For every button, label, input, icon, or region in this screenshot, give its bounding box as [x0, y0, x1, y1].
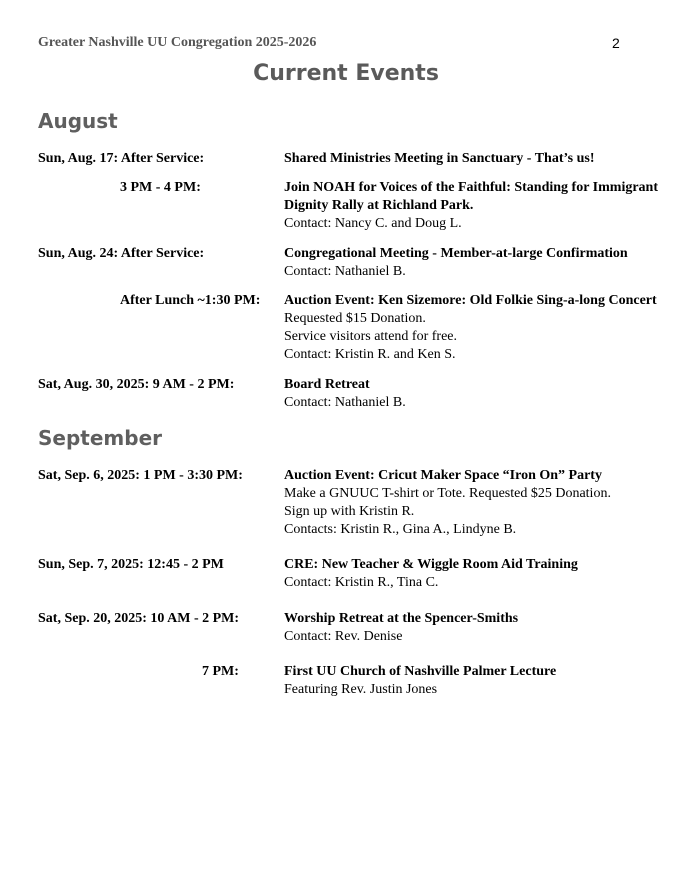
event-description: [284, 150, 664, 168]
event-title: Worship Retreat at the Spencer-Smiths: [284, 611, 519, 626]
event-title: Congregational Meeting - Member-at-large Confirmation: [284, 246, 628, 261]
event-when: Sat, Aug. 30, 2025: 9 AM - 2 PM:: [38, 377, 235, 392]
event-description: [284, 179, 664, 233]
event-when: Sat, Sep. 6, 2025: 1 PM - 3:30 PM:: [38, 468, 243, 483]
event-detail: Contact: Nathaniel B.: [284, 395, 406, 410]
event-when: Sun, Aug. 17: After Service:: [38, 151, 205, 166]
document-header-org: Greater Nashville UU Congregation 2025-2026: [38, 35, 317, 50]
event-detail: Make a GNUUC T-shirt or Tote. Requested $25 Donation.: [284, 486, 611, 501]
event-description: [284, 610, 664, 646]
event-title: Join NOAH for Voices of the Faithful: Standing for Immigrant Dignity Rally at Richland Park.: [284, 180, 658, 213]
event-detail: Sign up with Kristin R.: [284, 504, 415, 519]
event-description: [284, 376, 664, 412]
page-number: 2: [612, 35, 620, 51]
event-title: Shared Ministries Meeting in Sanctuary - That’s us!: [284, 151, 595, 166]
event-when: 7 PM:: [202, 664, 239, 679]
event-title: Auction Event: Cricut Maker Space “Iron On” Party: [284, 468, 602, 483]
event-detail: Contact: Nancy C. and Doug L.: [284, 216, 462, 231]
event-detail: Requested $15 Donation.: [284, 311, 426, 326]
month-heading-august: August: [38, 109, 118, 133]
event-title: First UU Church of Nashville Palmer Lecture: [284, 664, 557, 679]
event-title: Board Retreat: [284, 377, 370, 392]
event-description: [284, 556, 664, 592]
event-when: Sat, Sep. 20, 2025: 10 AM - 2 PM:: [38, 611, 240, 626]
event-when: Sun, Aug. 24: After Service:: [38, 246, 205, 261]
event-title: Auction Event: Ken Sizemore: Old Folkie Sing-a-long Concert: [284, 293, 657, 308]
event-description: [284, 245, 664, 281]
event-detail: Contact: Rev. Denise: [284, 629, 403, 644]
event-when: 3 PM - 4 PM:: [120, 180, 201, 195]
month-heading-september: September: [38, 426, 162, 450]
event-detail: Service visitors attend for free.: [284, 329, 457, 344]
event-when: Sun, Sep. 7, 2025: 12:45 - 2 PM: [38, 557, 224, 572]
event-when: After Lunch ~1:30 PM:: [120, 293, 261, 308]
event-description: [284, 292, 664, 364]
event-detail: Featuring Rev. Justin Jones: [284, 682, 438, 697]
event-detail: Contact: Kristin R., Tina C.: [284, 575, 439, 590]
page-title: Current Events: [253, 61, 439, 86]
event-description: [284, 467, 664, 539]
event-description: [284, 663, 664, 699]
event-detail: Contact: Nathaniel B.: [284, 264, 406, 279]
event-detail: Contact: Kristin R. and Ken S.: [284, 347, 456, 362]
event-title: CRE: New Teacher & Wiggle Room Aid Training: [284, 557, 578, 572]
event-detail: Contacts: Kristin R., Gina A., Lindyne B.: [284, 522, 517, 537]
